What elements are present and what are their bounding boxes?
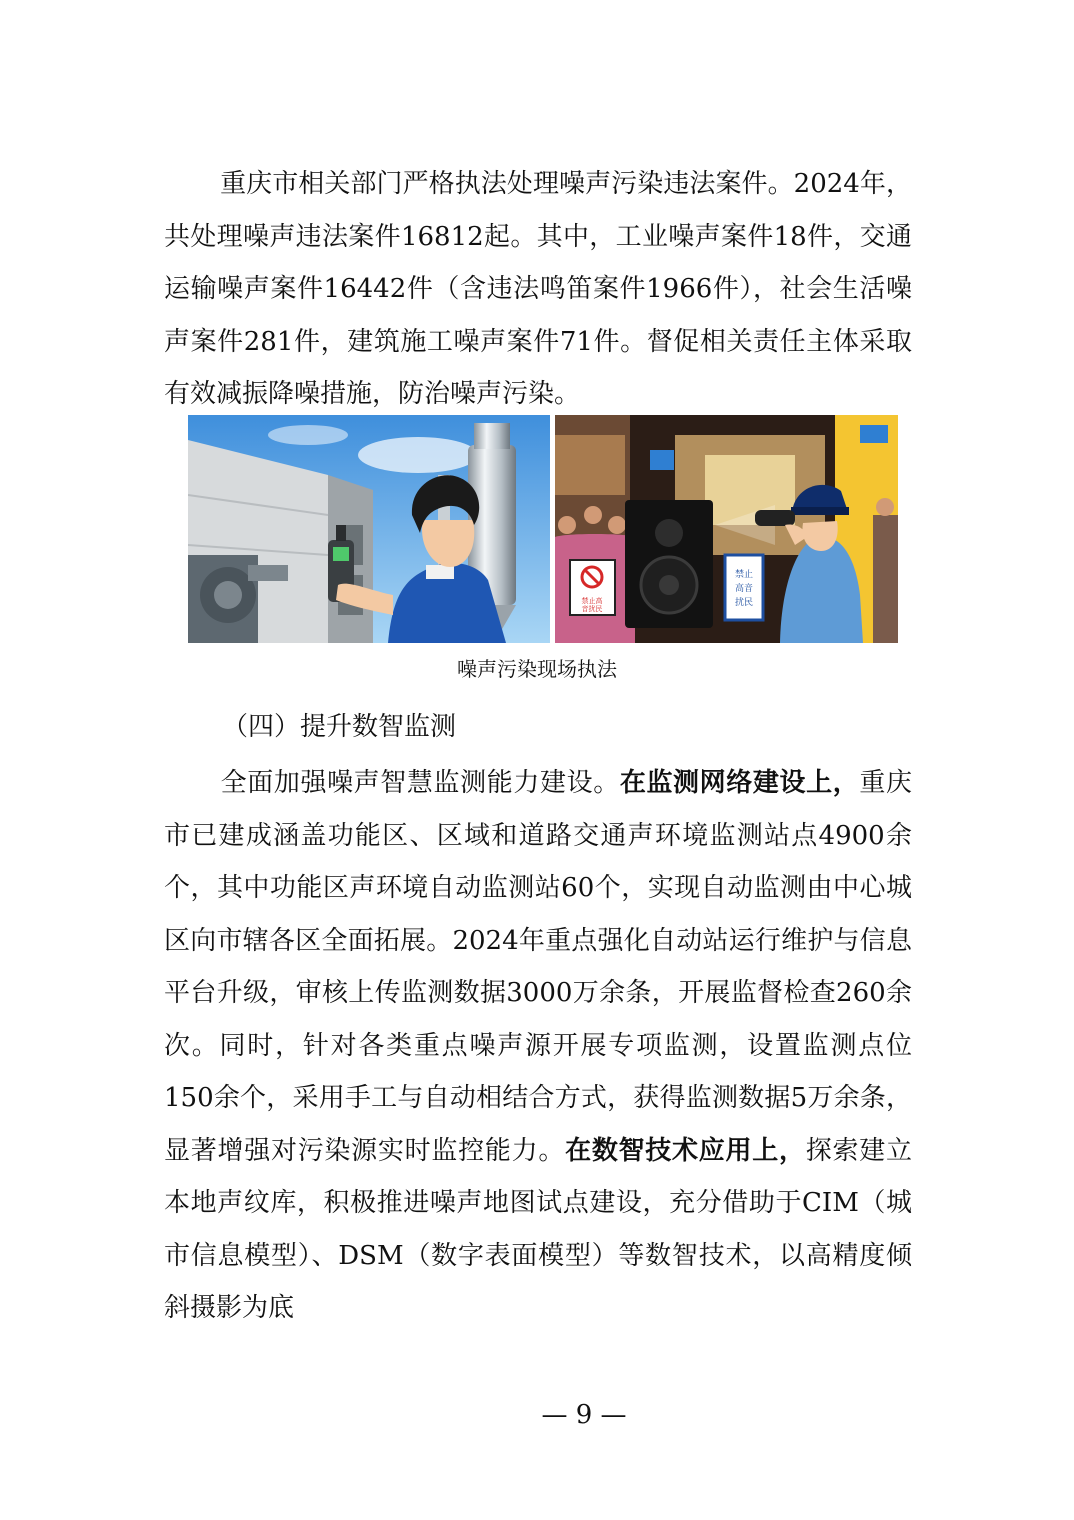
section-heading: （四）提升数智监测 [222, 712, 457, 742]
paragraph-text-part-1: 全面加强噪声智慧监测能力建设。 [220, 768, 620, 798]
police-street-noise-enforcement-illustration [555, 415, 898, 643]
page-number: — 9 — [541, 1400, 627, 1430]
svg-text:禁止: 禁止 [734, 570, 754, 580]
bold-phrase-technology: 在数智技术应用上， [565, 1135, 806, 1166]
svg-text:高音: 高音 [734, 584, 754, 594]
enforcement-photo-figure [188, 415, 898, 643]
paragraph-text: 重庆市相关部门严格执法处理噪声污染违法案件。2024年，共处理噪声违法案件16812起。其中，工业噪声案件18件，交通运输噪声案件16442件（含违法鸣笛案件1966件），社会生活噪声案件281件，建筑施工噪声案件71件。督促相关责任主体采取有效减振降噪措施，防治噪声污染。 [164, 169, 912, 409]
body-paragraph-monitoring [164, 757, 912, 1335]
paragraph-text-part-3: 探索建立本地声纹库，积极推进噪声地图试点建设，充分借助于CIM（城市信息模型）、DSM（数字表面模型）等数智技术，以高精度倾斜摄影为底 [164, 1135, 912, 1323]
figure-caption: 噪声污染现场执法 [457, 657, 617, 681]
body-paragraph-enforcement [164, 158, 912, 421]
paragraph-text-part-2: 重庆市已建成涵盖功能区、区域和道路交通声环境监测站点4900余个，其中功能区声环境自动监测站60个，实现自动监测由中心城区向市辖各区全面拓展。2024年重点强化自动站运行维护与信息平台升级，审核上传监测数据3000万余条，开展监督检查260余次。同时，针对各类重点噪声源开展专项监测，设置监测点位150余个，采用手工与自动相结合方式，获得监测数据5万余条，显著增强对污染源实时监控能力。 [164, 768, 912, 1166]
svg-text:扰民: 扰民 [734, 598, 754, 608]
svg-text:音扰民: 音扰民 [581, 605, 603, 613]
bold-phrase-network: 在监测网络建设上， [619, 768, 860, 798]
svg-text:禁止高: 禁止高 [581, 597, 603, 605]
industrial-noise-monitoring-illustration [188, 415, 550, 643]
